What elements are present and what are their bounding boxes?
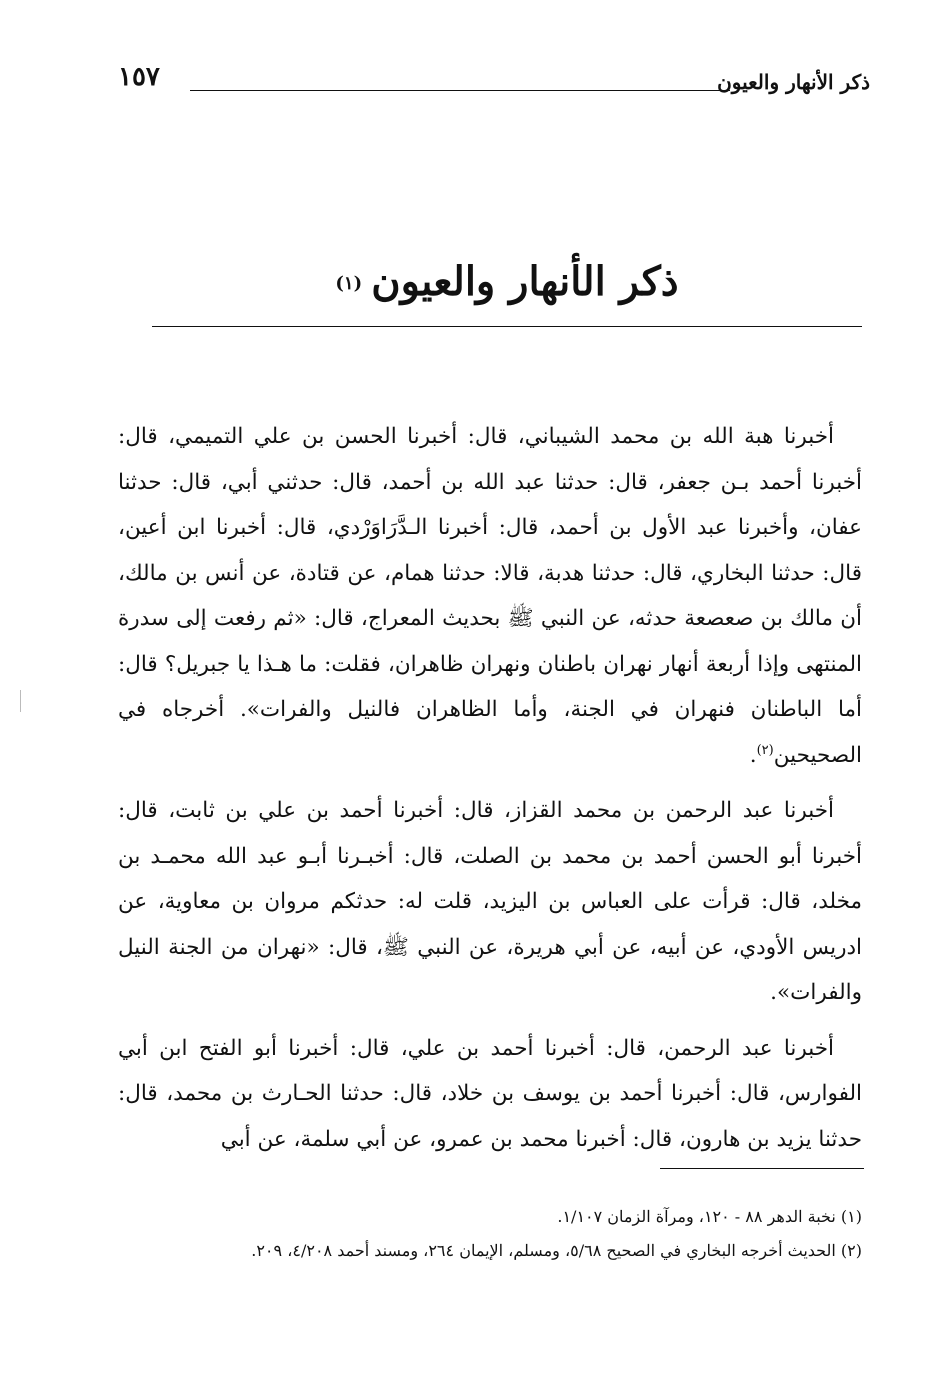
paragraph-tail: . xyxy=(749,742,757,768)
header-rule xyxy=(190,90,730,91)
paragraph xyxy=(118,788,862,1016)
page-number: ١٥٧ xyxy=(118,62,160,92)
chapter-rule xyxy=(152,326,862,327)
paragraph-text: أخبرنا هبة الله بن محمد الشيباني، قال: أخبرنا الحسن بن علي التميمي، قال: أخبرنا أحمد بـن جعفر، قال: حدثنا عبد الله بن أحمد، قال: حدثني أبي، قال: حدثنا عفان، وأخبرنا عبد الأول بن أحمد، قال: أخبرنا الـدَّرَاوَرْدي، قال: أخبرنا ابن أعين، قال: حدثنا البخاري، قال: حدثنا هدبة، قالا: حدثنا همام، عن قتادة، عن أنس بن مالك، أن مالك بن صعصعة حدثه، عن النبي ﷺ بحديث المعراج، قال: «ثم رفعت إلى سدرة المنتهى وإذا أربعة أنهار نهران باطنان ونهران ظاهران، فقلت: ما هـذا يا جبريل؟ قال: أما الباطنان فنهران في الجنة، وأما الظاهران فالنيل والفرات». أخرجاه في الصحيحين xyxy=(118,424,862,768)
main-text xyxy=(118,414,862,1172)
paragraph xyxy=(118,414,862,778)
paragraph-text: أخبرنا عبد الرحمن، قال: أخبرنا أحمد بن علي، قال: أخبرنا أبو الفتح ابن أبي الفوارس، قال: أخبرنا أحمد بن يوسف بن خلاد، قال: حدثنا الحـارث بن محمد، قال: حدثنا يزيد بن هارون، قال: أخبرنا محمد بن عمرو، عن أبي سلمة، عن أبي xyxy=(118,1035,862,1152)
footnote: (١) نخبة الدهر ٨٨ - ١٢٠، ومرآة الزمان ١/١٠٧. xyxy=(557,1207,862,1226)
chapter-footnote-ref: (١) xyxy=(335,272,363,294)
paragraph xyxy=(118,1026,862,1163)
chapter-heading xyxy=(150,258,864,305)
footnotes xyxy=(118,1200,862,1268)
footnote: (٢) الحديث أخرجه البخاري في الصحيح ٥/٦٨، ومسلم، الإيمان ٢٦٤، ومسند أحمد ٤/٢٠٨، ٢٠٩. xyxy=(251,1241,862,1260)
chapter-title: ذكر الأنهار والعيون xyxy=(371,258,679,305)
footnote-rule xyxy=(660,1168,864,1169)
footnote-ref: (٢) xyxy=(756,742,774,758)
scan-margin-mark xyxy=(20,690,21,712)
paragraph-text: أخبرنا عبد الرحمن بن محمد القزاز، قال: أخبرنا أحمد بن علي بن ثابت، قال: أخبرنا أبو الحسن أحمد بن محمد بن الصلت، قال: أخبـرنا أبـو عبد الله محمـد بن مخلد، قال: قرأت على العباس بن اليزيد، قلت له: حدثكم مروان بن معاوية، عن ادريس الأودي، عن أبيه، عن أبي هريرة، عن النبي ﷺ، قال: «نهران من الجنة النيل والفرات». xyxy=(118,798,862,1005)
running-title: ذكر الأنهار والعيون xyxy=(717,70,870,94)
running-header xyxy=(118,62,870,102)
